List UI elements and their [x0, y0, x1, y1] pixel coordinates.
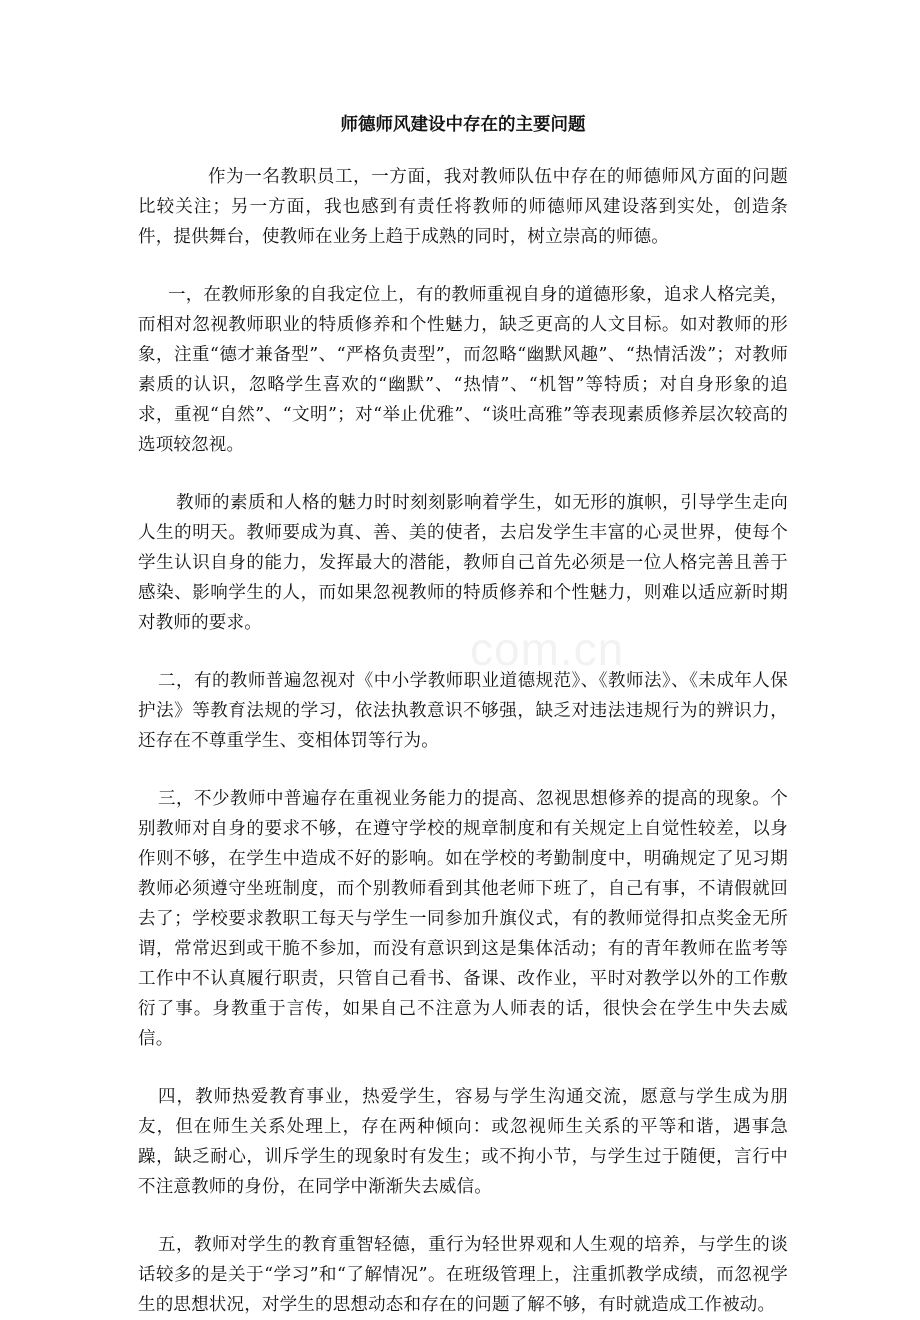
paragraph-teacher-quality: 教师的素质和人格的魅力时时刻刻影响着学生，如无形的旗帜，引导学生走向人生的明天。教师要成为真、善、美的使者，去启发学生丰富的心灵世界，使每个学生认识自身的能力，发挥最大的潜能，教师自己首先必须是一位人格完善且善于感染、影响学生的人，而如果忽视教师的特质修养和个性魅力，则难以适应新时期对教师的要求。: [138, 493, 788, 633]
paragraph-point-3: 三，不少教师中普遍存在重视业务能力的提高、忽视思想修养的提高的现象。个别教师对自身的要求不够，在遵守学校的规章制度和有关规定上自觉性较差，以身作则不够，在学生中造成不好的影响。如在学校的考勤制度中，明确规定了见习期教师必须遵守坐班制度，而个别教师看到其他老师下班了，自己有事，不请假就回去了；学校要求教职工每天与学生一同参加升旗仪式，有的教师觉得扣点奖金无所谓，常常迟到或干脆不参加，而没有意识到这是集体活动；有的青年教师在监考等工作中不认真履行职责，只管自己看书、备课、改作业，平时对教学以外的工作敷衍了事。身教重于言传，如果自己不注意为人师表的话，很快会在学生中失去威信。: [138, 789, 788, 1049]
paragraph-intro: 作为一名教职员工，一方面，我对教师队伍中存在的师德师风方面的问题比较关注；另一方面，我也感到有责任将教师的师德师风建设落到实处，创造条件，提供舞台，使教师在业务上趋于成熟的同时，树立崇高的师德。: [138, 167, 788, 247]
paragraph-point-5: 五，教师对学生的教育重智轻德，重行为轻世界观和人生观的培养，与学生的谈话较多的是关于“学习”和“了解情况”。在班级管理上，注重抓教学成绩，而忽视学生的思想状况，对学生的思想动态和存在的问题了解不够，有时就造成工作被动。: [138, 1235, 788, 1315]
watermark: com.cn: [470, 623, 625, 675]
document-title: 师德师风建设中存在的主要问题: [340, 115, 586, 135]
paragraph-point-2: 二，有的教师普遍忽视对《中小学教师职业道德规范》、《教师法》、《未成年人保护法》等教育法规的学习，依法执教意识不够强，缺乏对违法违规行为的辨识力，还存在不尊重学生、变相体罚等行为。: [138, 671, 788, 751]
paragraph-point-4: 四，教师热爱教育事业，热爱学生，容易与学生沟通交流，愿意与学生成为朋友，但在师生关系处理上，存在两种倾向：或忽视师生关系的平等和谐，遇事急躁，缺乏耐心，训斥学生的现象时有发生；或不拘小节，与学生过于随便，言行中不注意教师的身份，在同学中渐渐失去威信。: [138, 1087, 788, 1197]
paragraph-point-1: 一，在教师形象的自我定位上，有的教师重视自身的道德形象，追求人格完美，而相对忽视教师职业的特质修养和个性魅力，缺乏更高的人文目标。如对教师的形象，注重“德才兼备型”、“严格负责型”，而忽略“幽默风趣”、“热情活泼”；对教师素质的认识，忽略学生喜欢的“幽默”、“热情”、“机智”等特质；对自身形象的追求，重视“自然”、“文明”；对“举止优雅”、“谈吐高雅”等表现素质修养层次较高的选项较忽视。: [138, 285, 788, 455]
